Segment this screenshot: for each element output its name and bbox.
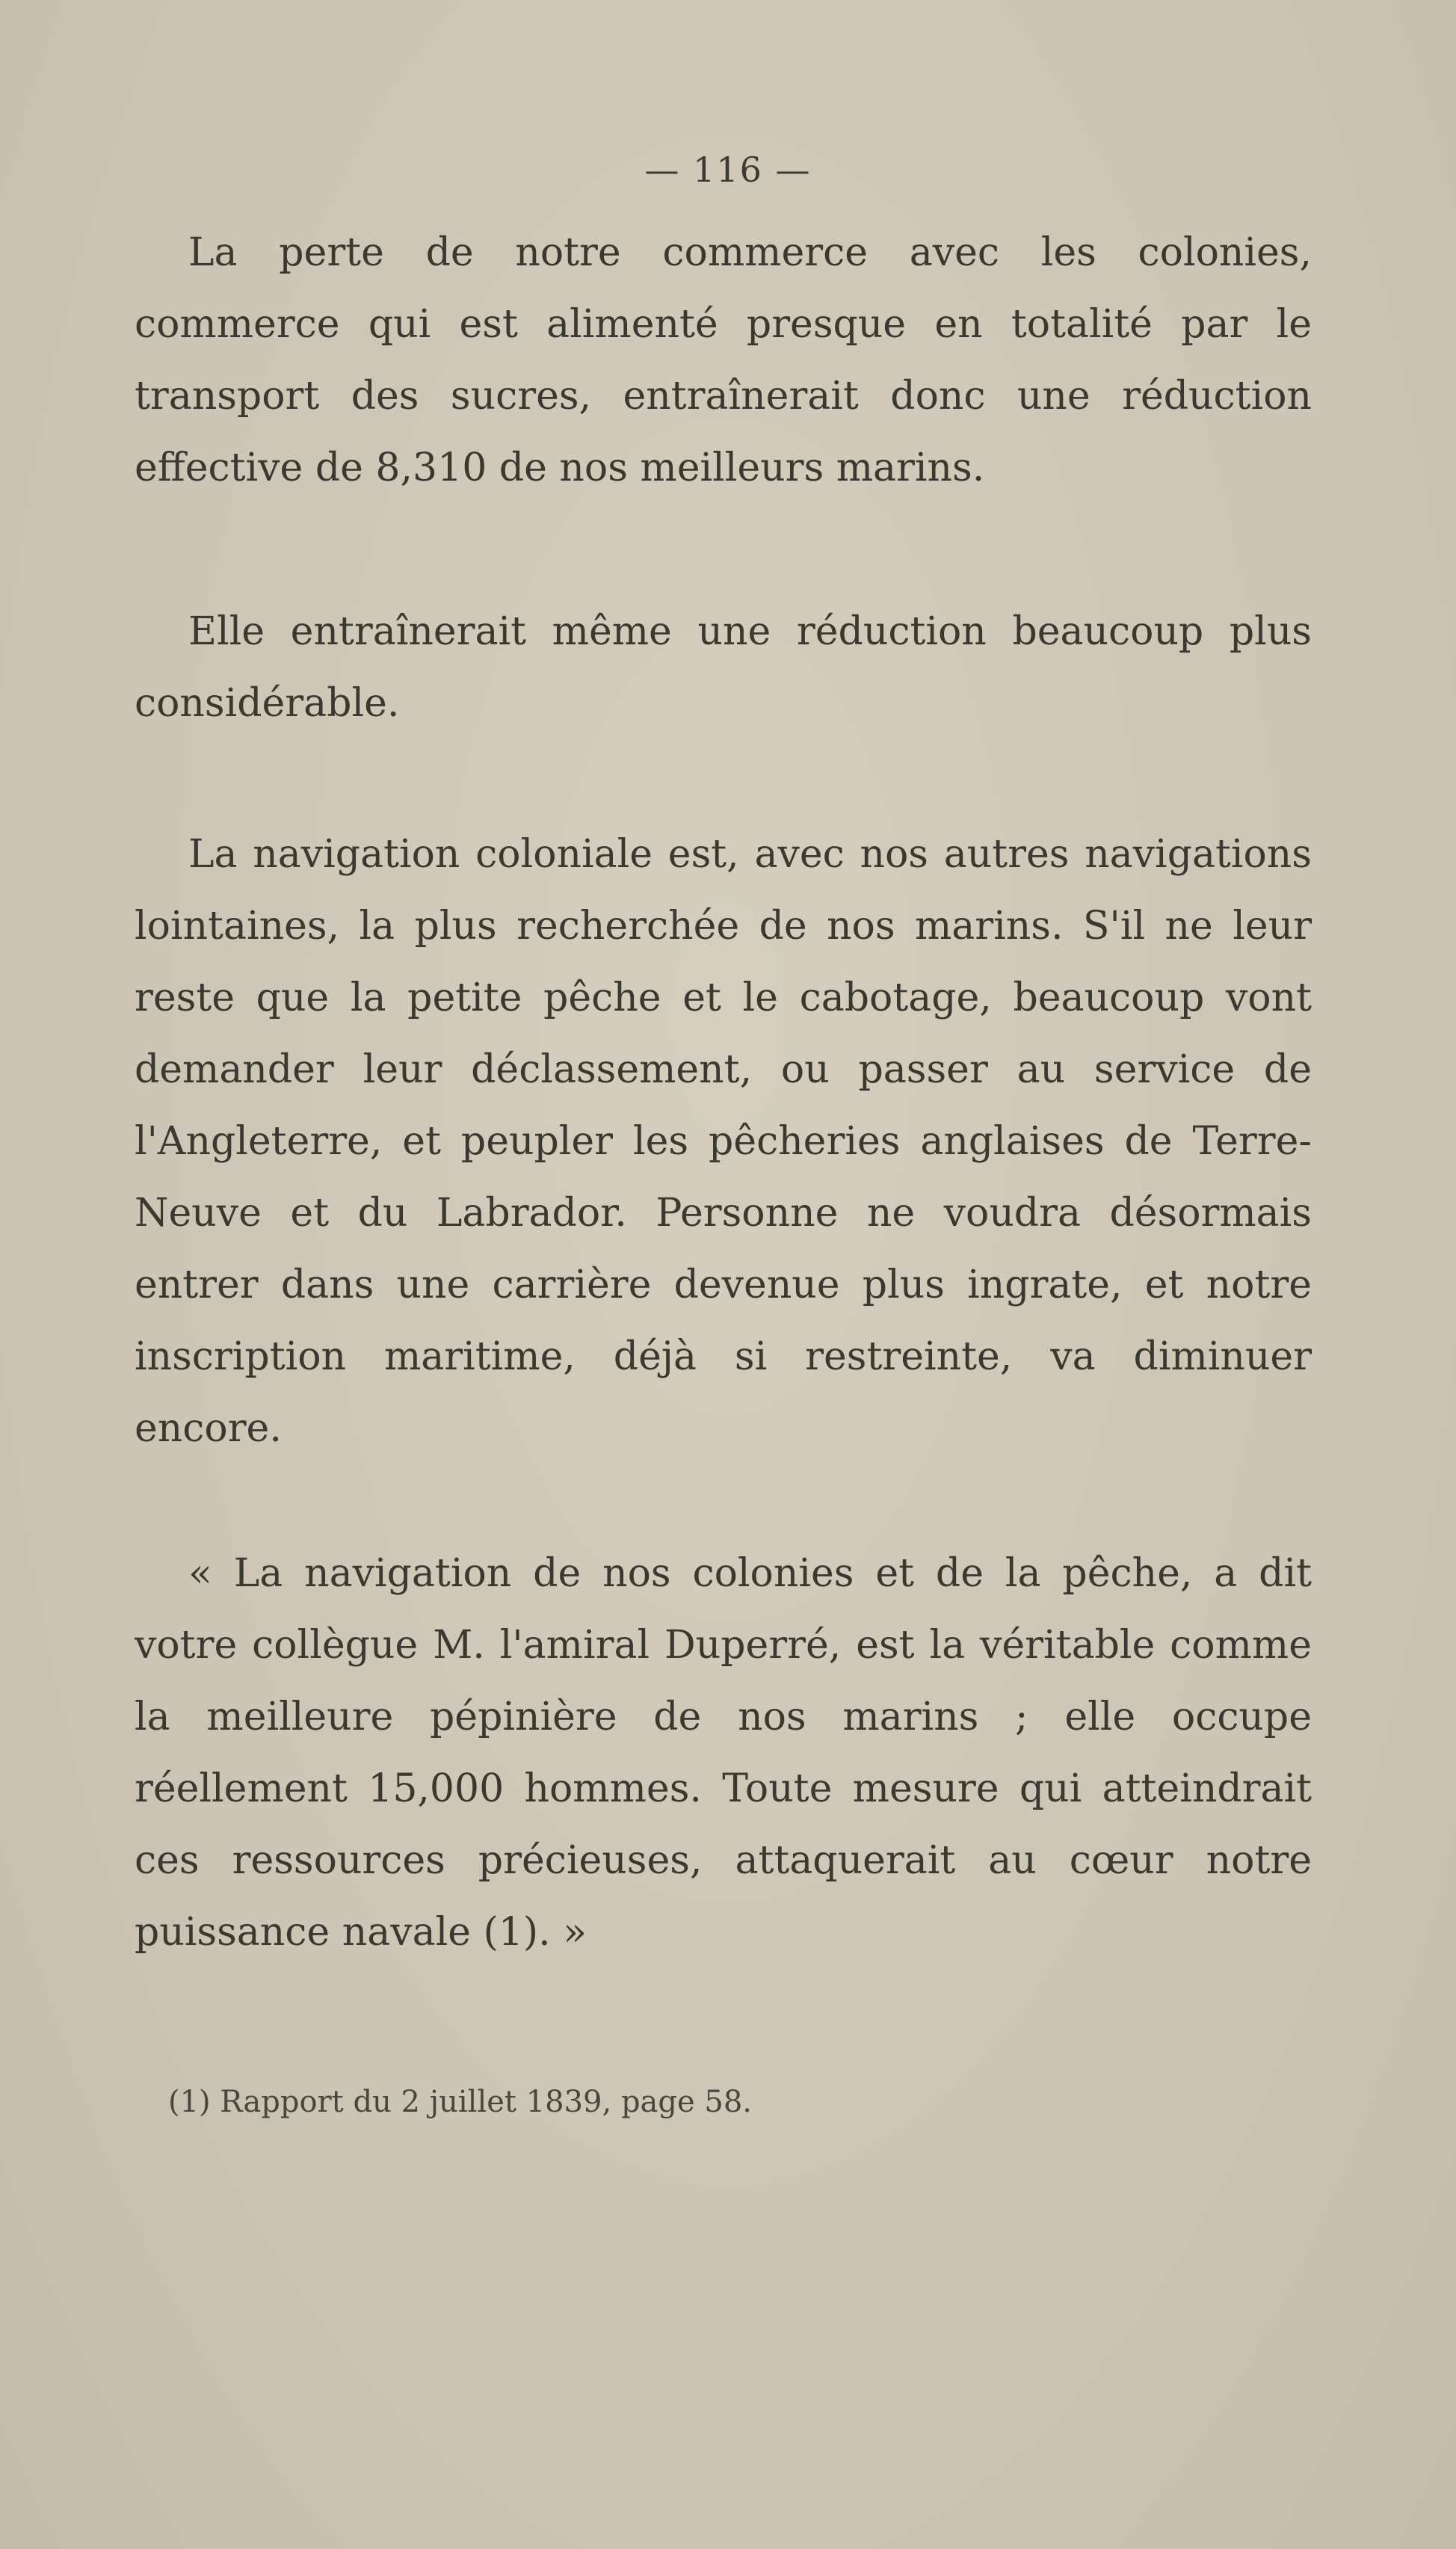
paragraph-2: Elle entraînerait même une réduction beaucoup plus considérable. [135,609,1312,726]
paragraph-1: La perte de notre commerce avec les colonies, commerce qui est alimenté presque en totalité par le transport des sucres, entraînerait donc une réduction effective de 8,310 de nos meilleurs marins. [135,230,1312,490]
paragraph-4: « La navigation de nos colonies et de la pêche, a dit votre collègue M. l'amiral Duperré, est la véritable comme la meilleure pépinière de nos marins ; elle occupe réellement 15,000 hommes. Toute mesure qui atteindrait ces ressources précieuses, attaquerait au cœur notre puissance navale (1). » [135,1551,1312,1955]
page-number: — 116 — [644,150,812,190]
paragraph-3: La navigation coloniale est, avec nos autres navigations lointaines, la plus recherchée de nos marins. S'il ne leur reste que la petite pêche et le cabotage, beaucoup vont demander leur déclassement, ou passer au service de l'Angleterre, et peupler les pêcheries anglaises de Terre-Neuve et du Labrador. Personne ne voudra désormais entrer dans une carrière devenue plus ingrate, et notre inscription maritime, déjà si restreinte, va diminuer encore. [135,832,1312,1451]
footnote: (1) Rapport du 2 juillet 1839, page 58. [168,2085,752,2119]
